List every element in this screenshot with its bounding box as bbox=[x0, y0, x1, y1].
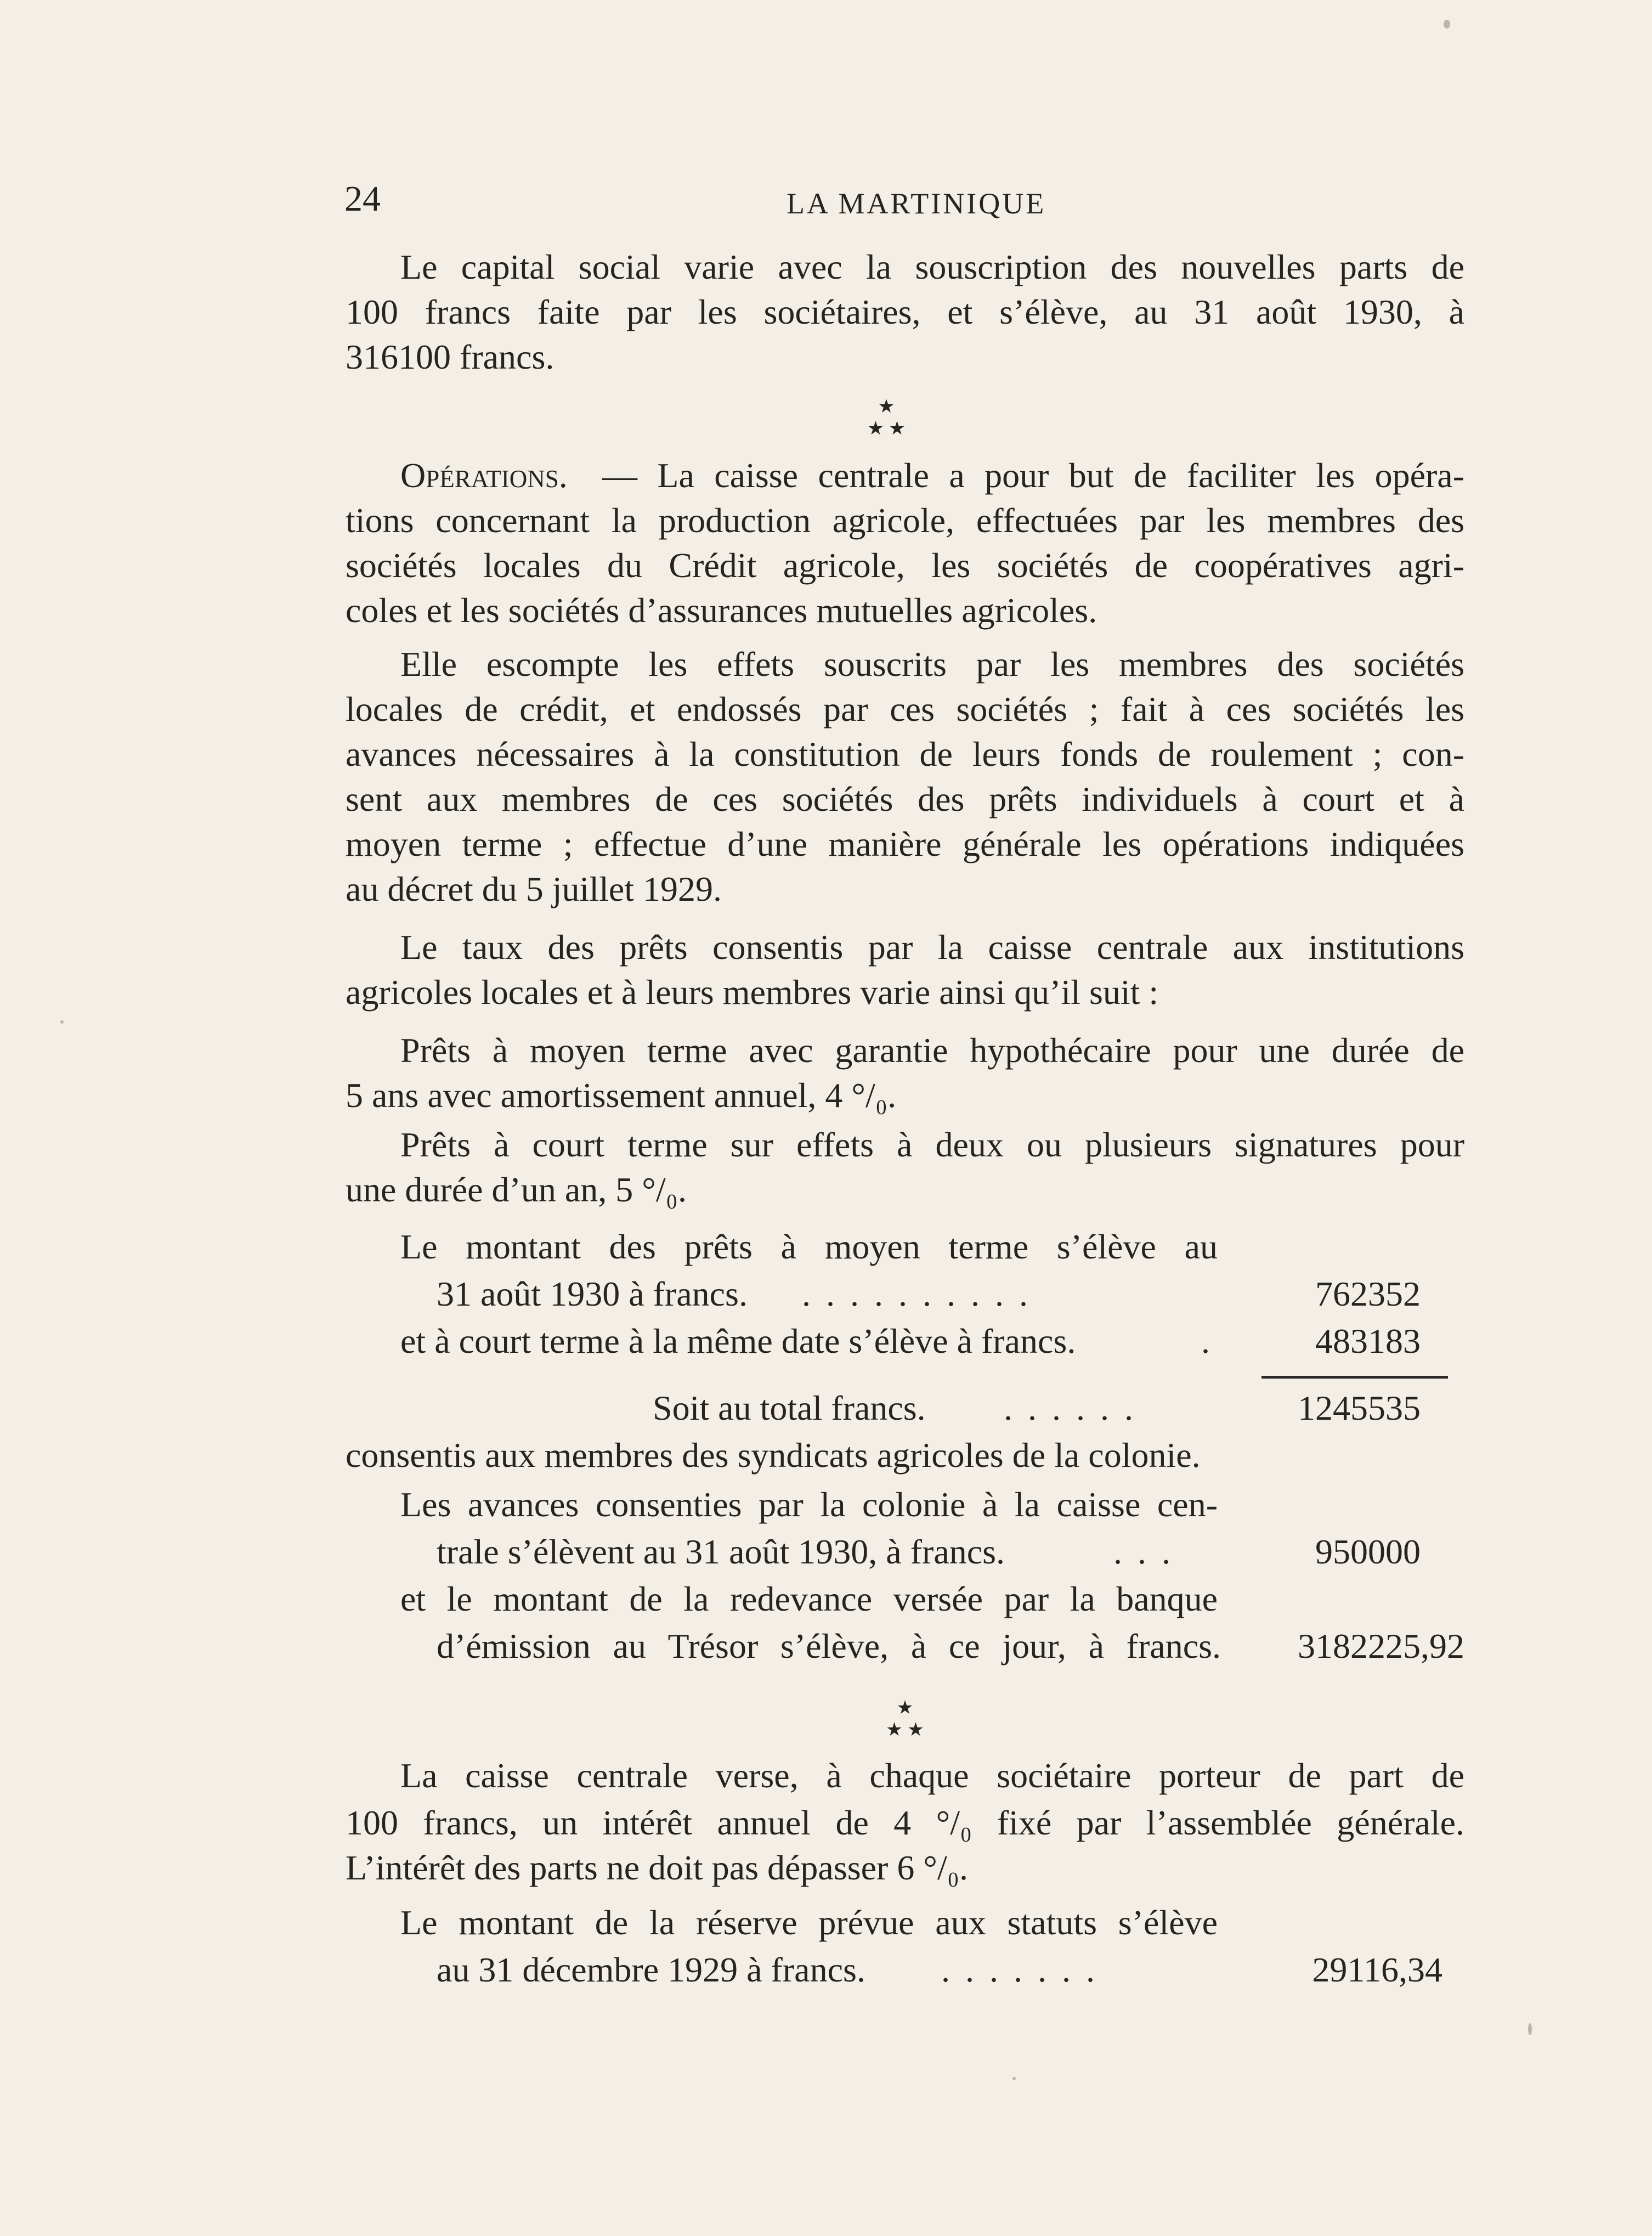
table-text: d’émission au Trésor s’élève, à ce jour, à francs. bbox=[437, 1627, 1221, 1665]
text-line: au décret du 5 juillet 1929. bbox=[346, 869, 722, 908]
text-line: une durée d’un an, 5 °/₀. bbox=[346, 1170, 687, 1209]
separator-stars: ★ ★ bbox=[886, 1720, 924, 1740]
text-line: 100 francs, un intérêt annuel de 4 °/₀ fixé par l’assemblée générale. bbox=[346, 1803, 1464, 1842]
dot-leader: . bbox=[1201, 1322, 1225, 1360]
text-line: 5 ans avec amortissement annuel, 4 °/₀. bbox=[346, 1076, 897, 1115]
table-text: Le montant de la réserve prévue aux statuts s’élève bbox=[400, 1903, 1218, 1942]
dot-leader: ... bbox=[1113, 1532, 1186, 1571]
separator-star: ★ bbox=[878, 397, 895, 417]
paper-speck bbox=[60, 1020, 64, 1024]
dot-leader: .......... bbox=[802, 1274, 1043, 1313]
table-value: 3182225,92 bbox=[1298, 1627, 1464, 1665]
table-text: Les avances consenties par la colonie à la caisse cen- bbox=[400, 1485, 1218, 1524]
text-line: La caisse centrale verse, à chaque sociétaire porteur de part de bbox=[400, 1756, 1464, 1795]
table-text: Le montant des prêts à moyen terme s’élève au bbox=[400, 1227, 1218, 1266]
text-line: agricoles locales et à leurs membres varie ainsi qu’il suit : bbox=[346, 973, 1159, 1012]
table-value: 762352 bbox=[1315, 1274, 1421, 1313]
table-value: 950000 bbox=[1315, 1532, 1421, 1571]
text-line: Le taux des prêts consentis par la caisse centrale aux institutions bbox=[400, 928, 1464, 967]
table-text: et le montant de la redevance versée par la banque bbox=[400, 1579, 1218, 1618]
table-text: Soit au total francs. bbox=[653, 1388, 926, 1427]
text-line: — La caisse centrale a pour but de faciliter les opéra- bbox=[602, 456, 1464, 495]
section-label: Opérations. bbox=[400, 456, 568, 495]
text-line: coles et les sociétés d’assurances mutuelles agricoles. bbox=[346, 591, 1097, 630]
text-line: sociétés locales du Crédit agricole, les sociétés de coopératives agri- bbox=[346, 546, 1464, 585]
separator-star: ★ bbox=[896, 1698, 914, 1718]
text-line: L’intérêt des parts ne doit pas dépasser 6 °/₀. bbox=[346, 1848, 969, 1887]
paper-speck bbox=[1444, 20, 1450, 29]
text-line: Prêts à moyen terme avec garantie hypothécaire pour une durée de bbox=[400, 1031, 1464, 1070]
table-value: 1245535 bbox=[1298, 1388, 1421, 1427]
table-text: 31 août 1930 à francs. bbox=[437, 1274, 748, 1313]
text-line: locales de crédit, et endossés par ces sociétés ; fait à ces sociétés les bbox=[346, 690, 1464, 729]
text-line: Prêts à court terme sur effets à deux ou plusieurs signatures pour bbox=[400, 1125, 1464, 1164]
text-line: tions concernant la production agricole, effectuées par les membres des bbox=[346, 501, 1464, 540]
running-title: LA MARTINIQUE bbox=[787, 187, 1046, 220]
page-number: 24 bbox=[344, 179, 381, 219]
text-line: 316100 francs. bbox=[346, 337, 555, 376]
table-text: et à court terme à la même date s’élève à francs. bbox=[400, 1322, 1076, 1360]
table-value: 483183 bbox=[1315, 1322, 1421, 1360]
paper-speck bbox=[1528, 2023, 1532, 2035]
table-text: au 31 décembre 1929 à francs. bbox=[437, 1950, 865, 1989]
text-line: moyen terme ; effectue d’une manière générale les opérations indiquées bbox=[346, 825, 1464, 863]
text-line: avances nécessaires à la constitution de leurs fonds de roulement ; con- bbox=[346, 735, 1464, 773]
text-line: 100 francs faite par les sociétaires, et s’élève, au 31 août 1930, à bbox=[346, 292, 1464, 331]
text-line: sent aux membres de ces sociétés des prêts individuels à court et à bbox=[346, 780, 1464, 818]
text-line: Le capital social varie avec la souscription des nouvelles parts de bbox=[400, 247, 1464, 286]
text-line: Elle escompte les effets souscrits par les membres des sociétés bbox=[400, 645, 1464, 684]
sum-rule bbox=[1261, 1376, 1448, 1379]
dot-leader: ...... bbox=[1004, 1388, 1149, 1427]
separator-stars: ★ ★ bbox=[867, 419, 906, 439]
paper-speck bbox=[1012, 2077, 1016, 2080]
table-text: trale s’élèvent au 31 août 1930, à francs. bbox=[437, 1532, 1005, 1571]
table-value: 29116,34 bbox=[1312, 1950, 1442, 1989]
dot-leader: ....... bbox=[941, 1950, 1110, 1989]
text-line: consentis aux membres des syndicats agricoles de la colonie. bbox=[346, 1436, 1201, 1475]
